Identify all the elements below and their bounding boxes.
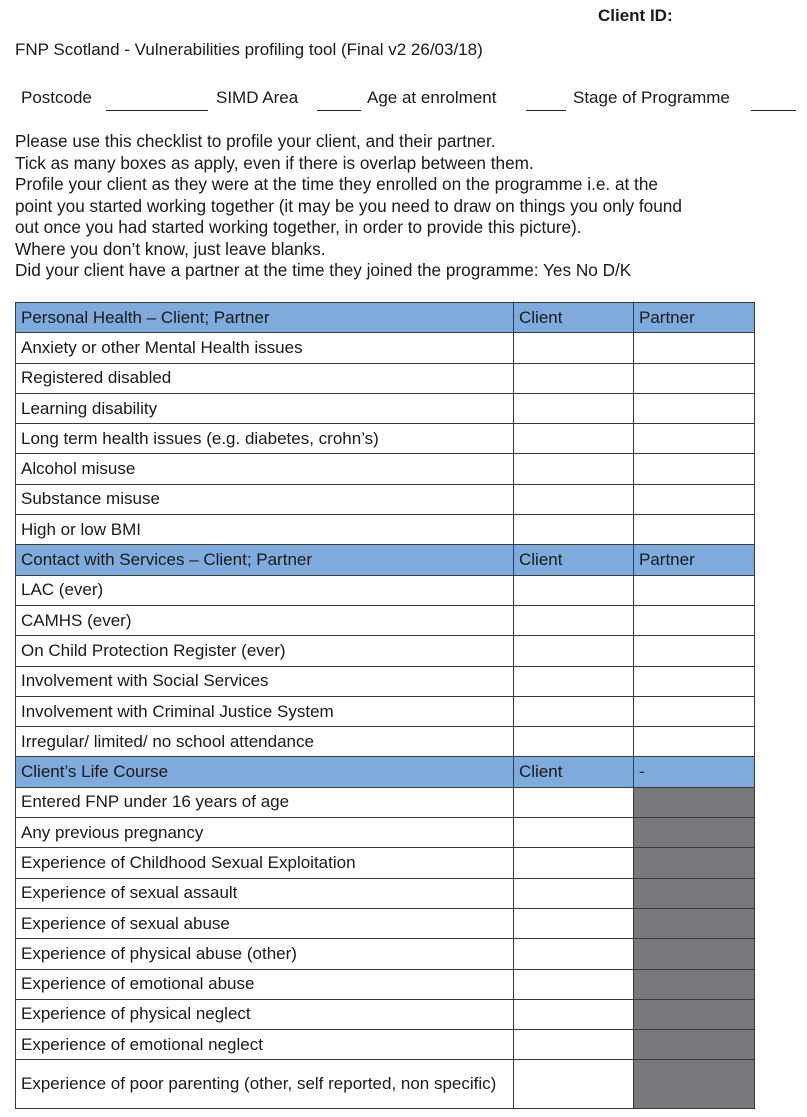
postcode-label: Postcode xyxy=(21,88,92,107)
client-checkbox-cell[interactable] xyxy=(514,878,634,908)
partner-checkbox-cell[interactable] xyxy=(634,515,755,545)
section-heading: Personal Health – Client; Partner xyxy=(16,303,514,333)
document-title: FNP Scotland - Vulnerabilities profiling tool (Final v2 26/03/18) xyxy=(15,40,483,59)
row-label: Experience of physical neglect xyxy=(16,999,514,1029)
row-label: Experience of physical abuse (other) xyxy=(16,939,514,969)
postcode-field[interactable] xyxy=(106,92,208,111)
client-checkbox-cell[interactable] xyxy=(514,424,634,454)
table-row xyxy=(16,1060,755,1109)
client-checkbox-cell[interactable] xyxy=(514,393,634,423)
row-label: LAC (ever) xyxy=(16,575,514,605)
client-checkbox-cell[interactable] xyxy=(514,969,634,999)
column-heading-client: Client xyxy=(514,757,634,787)
client-checkbox-cell[interactable] xyxy=(514,1060,634,1109)
disabled-cell xyxy=(634,818,755,848)
table-row xyxy=(16,1030,755,1060)
partner-checkbox-cell[interactable] xyxy=(634,696,755,726)
partner-checkbox-cell[interactable] xyxy=(634,727,755,757)
client-checkbox-cell[interactable] xyxy=(514,727,634,757)
age-field[interactable] xyxy=(526,92,566,111)
section-heading: Contact with Services – Client; Partner xyxy=(16,545,514,575)
table-row xyxy=(16,999,755,1029)
column-heading-client: Client xyxy=(514,303,634,333)
partner-checkbox-cell[interactable] xyxy=(634,484,755,514)
table-row xyxy=(16,908,755,938)
row-label: Involvement with Social Services xyxy=(16,666,514,696)
partner-checkbox-cell[interactable] xyxy=(634,333,755,363)
simd-label: SIMD Area xyxy=(216,88,299,107)
table-row xyxy=(16,696,755,726)
row-label: Experience of poor parenting (other, self reported, non specific) xyxy=(16,1060,514,1109)
client-checkbox-cell[interactable] xyxy=(514,939,634,969)
row-label: Substance misuse xyxy=(16,484,514,514)
row-label: Anxiety or other Mental Health issues xyxy=(16,333,514,363)
client-checkbox-cell[interactable] xyxy=(514,1030,634,1060)
client-checkbox-cell[interactable] xyxy=(514,787,634,817)
instruction-line: Tick as many boxes as apply, even if there is overlap between them. xyxy=(15,152,534,173)
partner-checkbox-cell[interactable] xyxy=(634,605,755,635)
row-label: Experience of emotional abuse xyxy=(16,969,514,999)
table-row xyxy=(16,727,755,757)
table-row xyxy=(16,454,755,484)
partner-checkbox-cell[interactable] xyxy=(634,666,755,696)
age-label: Age at enrolment xyxy=(367,88,497,107)
table-row xyxy=(16,515,755,545)
table-row xyxy=(16,484,755,514)
row-label: Experience of Childhood Sexual Exploitation xyxy=(16,848,514,878)
table-row xyxy=(16,393,755,423)
column-heading-partner: Partner xyxy=(634,545,755,575)
row-label: On Child Protection Register (ever) xyxy=(16,636,514,666)
section-header xyxy=(16,303,755,333)
instruction-line: point you started working together (it may be you need to draw on things you only found xyxy=(15,195,682,216)
table-row xyxy=(16,666,755,696)
row-label: Registered disabled xyxy=(16,363,514,393)
disabled-cell xyxy=(634,969,755,999)
client-checkbox-cell[interactable] xyxy=(514,908,634,938)
row-label: High or low BMI xyxy=(16,515,514,545)
instruction-line: Please use this checklist to profile your client, and their partner. xyxy=(15,131,496,151)
disabled-cell xyxy=(634,939,755,969)
instruction-line: Did your client have a partner at the time they joined the programme: Yes No D/K xyxy=(15,260,632,280)
partner-checkbox-cell[interactable] xyxy=(634,424,755,454)
partner-checkbox-cell[interactable] xyxy=(634,575,755,605)
stage-field[interactable] xyxy=(751,92,796,111)
instruction-line: Profile your client as they were at the time they enrolled on the programme i.e. at the xyxy=(15,174,658,194)
table-row xyxy=(16,969,755,999)
row-label: Irregular/ limited/ no school attendance xyxy=(16,727,514,757)
section-header xyxy=(16,545,755,575)
table-row xyxy=(16,363,755,393)
table-row xyxy=(16,848,755,878)
row-label: Experience of sexual abuse xyxy=(16,908,514,938)
client-checkbox-cell[interactable] xyxy=(514,848,634,878)
row-label: Involvement with Criminal Justice System xyxy=(16,696,514,726)
disabled-cell xyxy=(634,878,755,908)
client-checkbox-cell[interactable] xyxy=(514,605,634,635)
disabled-cell xyxy=(634,1030,755,1060)
row-label: Experience of emotional neglect xyxy=(16,1030,514,1060)
client-checkbox-cell[interactable] xyxy=(514,515,634,545)
disabled-cell xyxy=(634,787,755,817)
partner-checkbox-cell[interactable] xyxy=(634,636,755,666)
row-label: Experience of sexual assault xyxy=(16,878,514,908)
stage-label: Stage of Programme xyxy=(573,88,730,107)
table-row xyxy=(16,939,755,969)
section-header xyxy=(16,757,755,787)
vulnerabilities-checklist xyxy=(15,302,755,1109)
client-checkbox-cell[interactable] xyxy=(514,454,634,484)
client-checkbox-cell[interactable] xyxy=(514,333,634,363)
column-heading-partner: Partner xyxy=(634,303,755,333)
client-checkbox-cell[interactable] xyxy=(514,999,634,1029)
table-row xyxy=(16,333,755,363)
table-row xyxy=(16,605,755,635)
table-row xyxy=(16,787,755,817)
client-checkbox-cell[interactable] xyxy=(514,696,634,726)
section-heading: Client’s Life Course xyxy=(16,757,514,787)
client-checkbox-cell[interactable] xyxy=(514,636,634,666)
column-heading-partner: - xyxy=(634,757,755,787)
client-id-label: Client ID: xyxy=(598,6,673,25)
partner-checkbox-cell[interactable] xyxy=(634,454,755,484)
table-row xyxy=(16,636,755,666)
client-checkbox-cell[interactable] xyxy=(514,818,634,848)
instruction-line: Where you don’t know, just leave blanks. xyxy=(15,238,326,259)
disabled-cell xyxy=(634,1060,755,1109)
row-label: Alcohol misuse xyxy=(16,454,514,484)
row-label: Learning disability xyxy=(16,393,514,423)
column-heading-client: Client xyxy=(514,545,634,575)
simd-field[interactable] xyxy=(317,92,361,111)
disabled-cell xyxy=(634,908,755,938)
partner-checkbox-cell[interactable] xyxy=(634,363,755,393)
table-row xyxy=(16,575,755,605)
table-row xyxy=(16,878,755,908)
instructions xyxy=(15,131,775,282)
row-label: Long term health issues (e.g. diabetes, crohn’s) xyxy=(16,424,514,454)
table-row xyxy=(16,424,755,454)
table-row xyxy=(16,818,755,848)
row-label: Any previous pregnancy xyxy=(16,818,514,848)
disabled-cell xyxy=(634,848,755,878)
client-checkbox-cell[interactable] xyxy=(514,484,634,514)
disabled-cell xyxy=(634,999,755,1029)
row-label: Entered FNP under 16 years of age xyxy=(16,787,514,817)
row-label: CAMHS (ever) xyxy=(16,605,514,635)
partner-checkbox-cell[interactable] xyxy=(634,393,755,423)
instruction-line: out once you had started working together, in order to provide this picture). xyxy=(15,217,582,237)
client-checkbox-cell[interactable] xyxy=(514,666,634,696)
client-checkbox-cell[interactable] xyxy=(514,363,634,393)
client-checkbox-cell[interactable] xyxy=(514,575,634,605)
